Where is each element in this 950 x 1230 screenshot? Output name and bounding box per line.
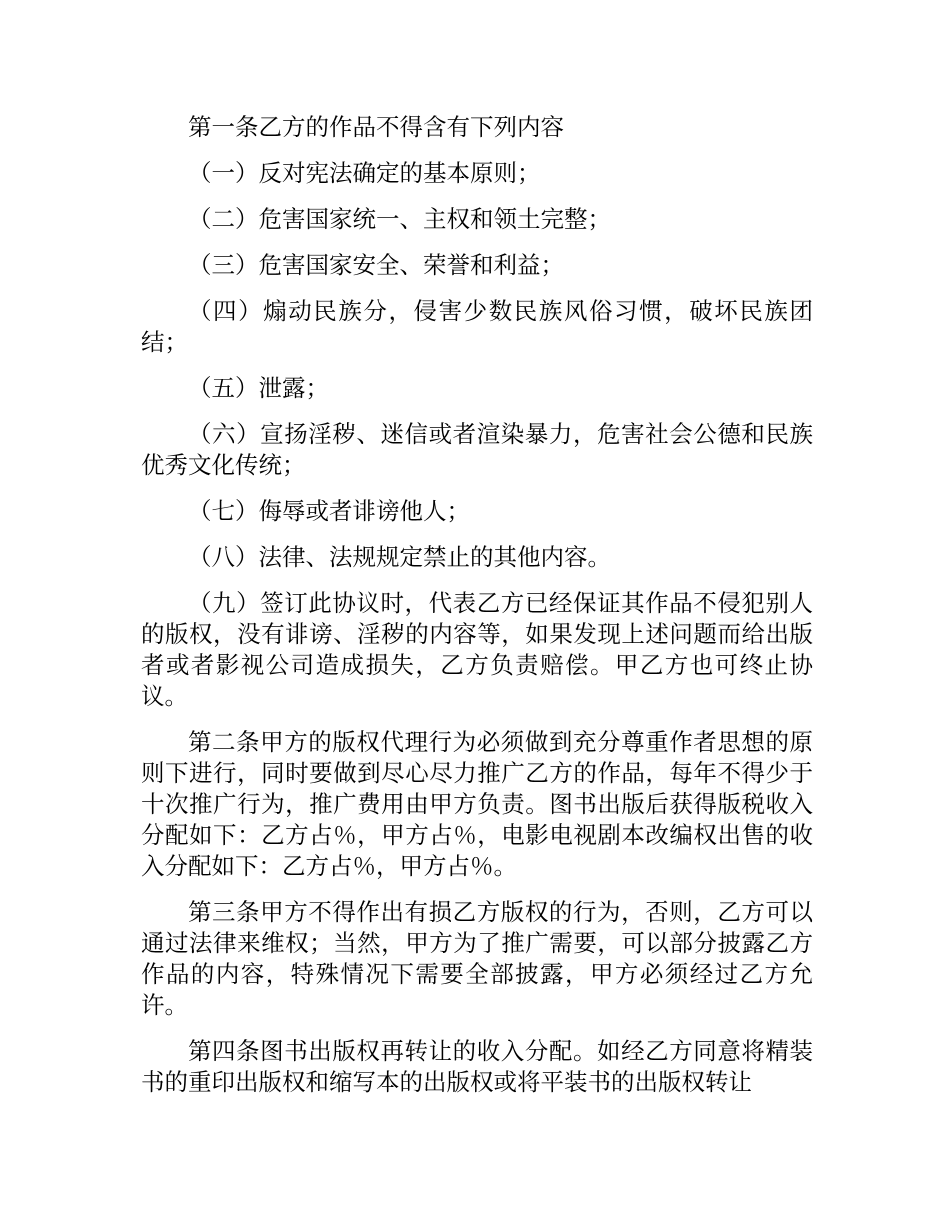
clause-item-5: （五）泄露；	[188, 374, 329, 402]
article-3: 第三条甲方不得作出有损乙方版权的行为，否则，乙方可以通过法律来维权；当然，甲方为了推广需要，可以部分披露乙方作品的内容，特殊情况下需要全部披露，甲方必须经过乙方允许。	[141, 898, 813, 1019]
clause-item-1: （一）反对宪法确定的基本原则；	[188, 159, 541, 187]
article-2: 第二条甲方的版权代理行为必须做到充分尊重作者思想的原则下进行，同时要做到尽心尽力推广乙方的作品，每年不得少于十次推广行为，推广费用由甲方负责。图书出版后获得版税收入分配如下：乙方占％，甲方占％，电影电视剧本改编权出售的收入分配如下：乙方占％，甲方占％。	[141, 728, 813, 880]
article-1-heading: 第一条乙方的作品不得含有下列内容	[188, 113, 564, 141]
clause-item-6: （六）宣扬淫秽、迷信或者渲染暴力，危害社会公德和民族优秀文化传统；	[141, 420, 813, 479]
article-4: 第四条图书出版权再转让的收入分配。如经乙方同意将精装书的重印出版权和缩写本的出版权或将平装书的出版权转让	[141, 1037, 813, 1096]
clause-item-8: （八）法律、法规规定禁止的其他内容。	[188, 543, 611, 571]
clause-item-4: （四）煽动民族分，侵害少数民族风俗习惯，破坏民族团结；	[141, 297, 813, 356]
clause-item-2: （二）危害国家统一、主权和领土完整；	[188, 205, 611, 233]
clause-item-7: （七）侮辱或者诽谤他人；	[188, 497, 470, 525]
clause-item-3: （三）危害国家安全、荣誉和利益；	[188, 251, 564, 279]
document-body	[141, 112, 813, 1113]
clause-item-9: （九）签订此协议时，代表乙方已经保证其作品不侵犯别人的版权，没有诽谤、淫秽的内容等，如果发现上述问题而给出版者或者影视公司造成损失，乙方负责赔偿。甲乙方也可终止协议。	[141, 589, 813, 710]
